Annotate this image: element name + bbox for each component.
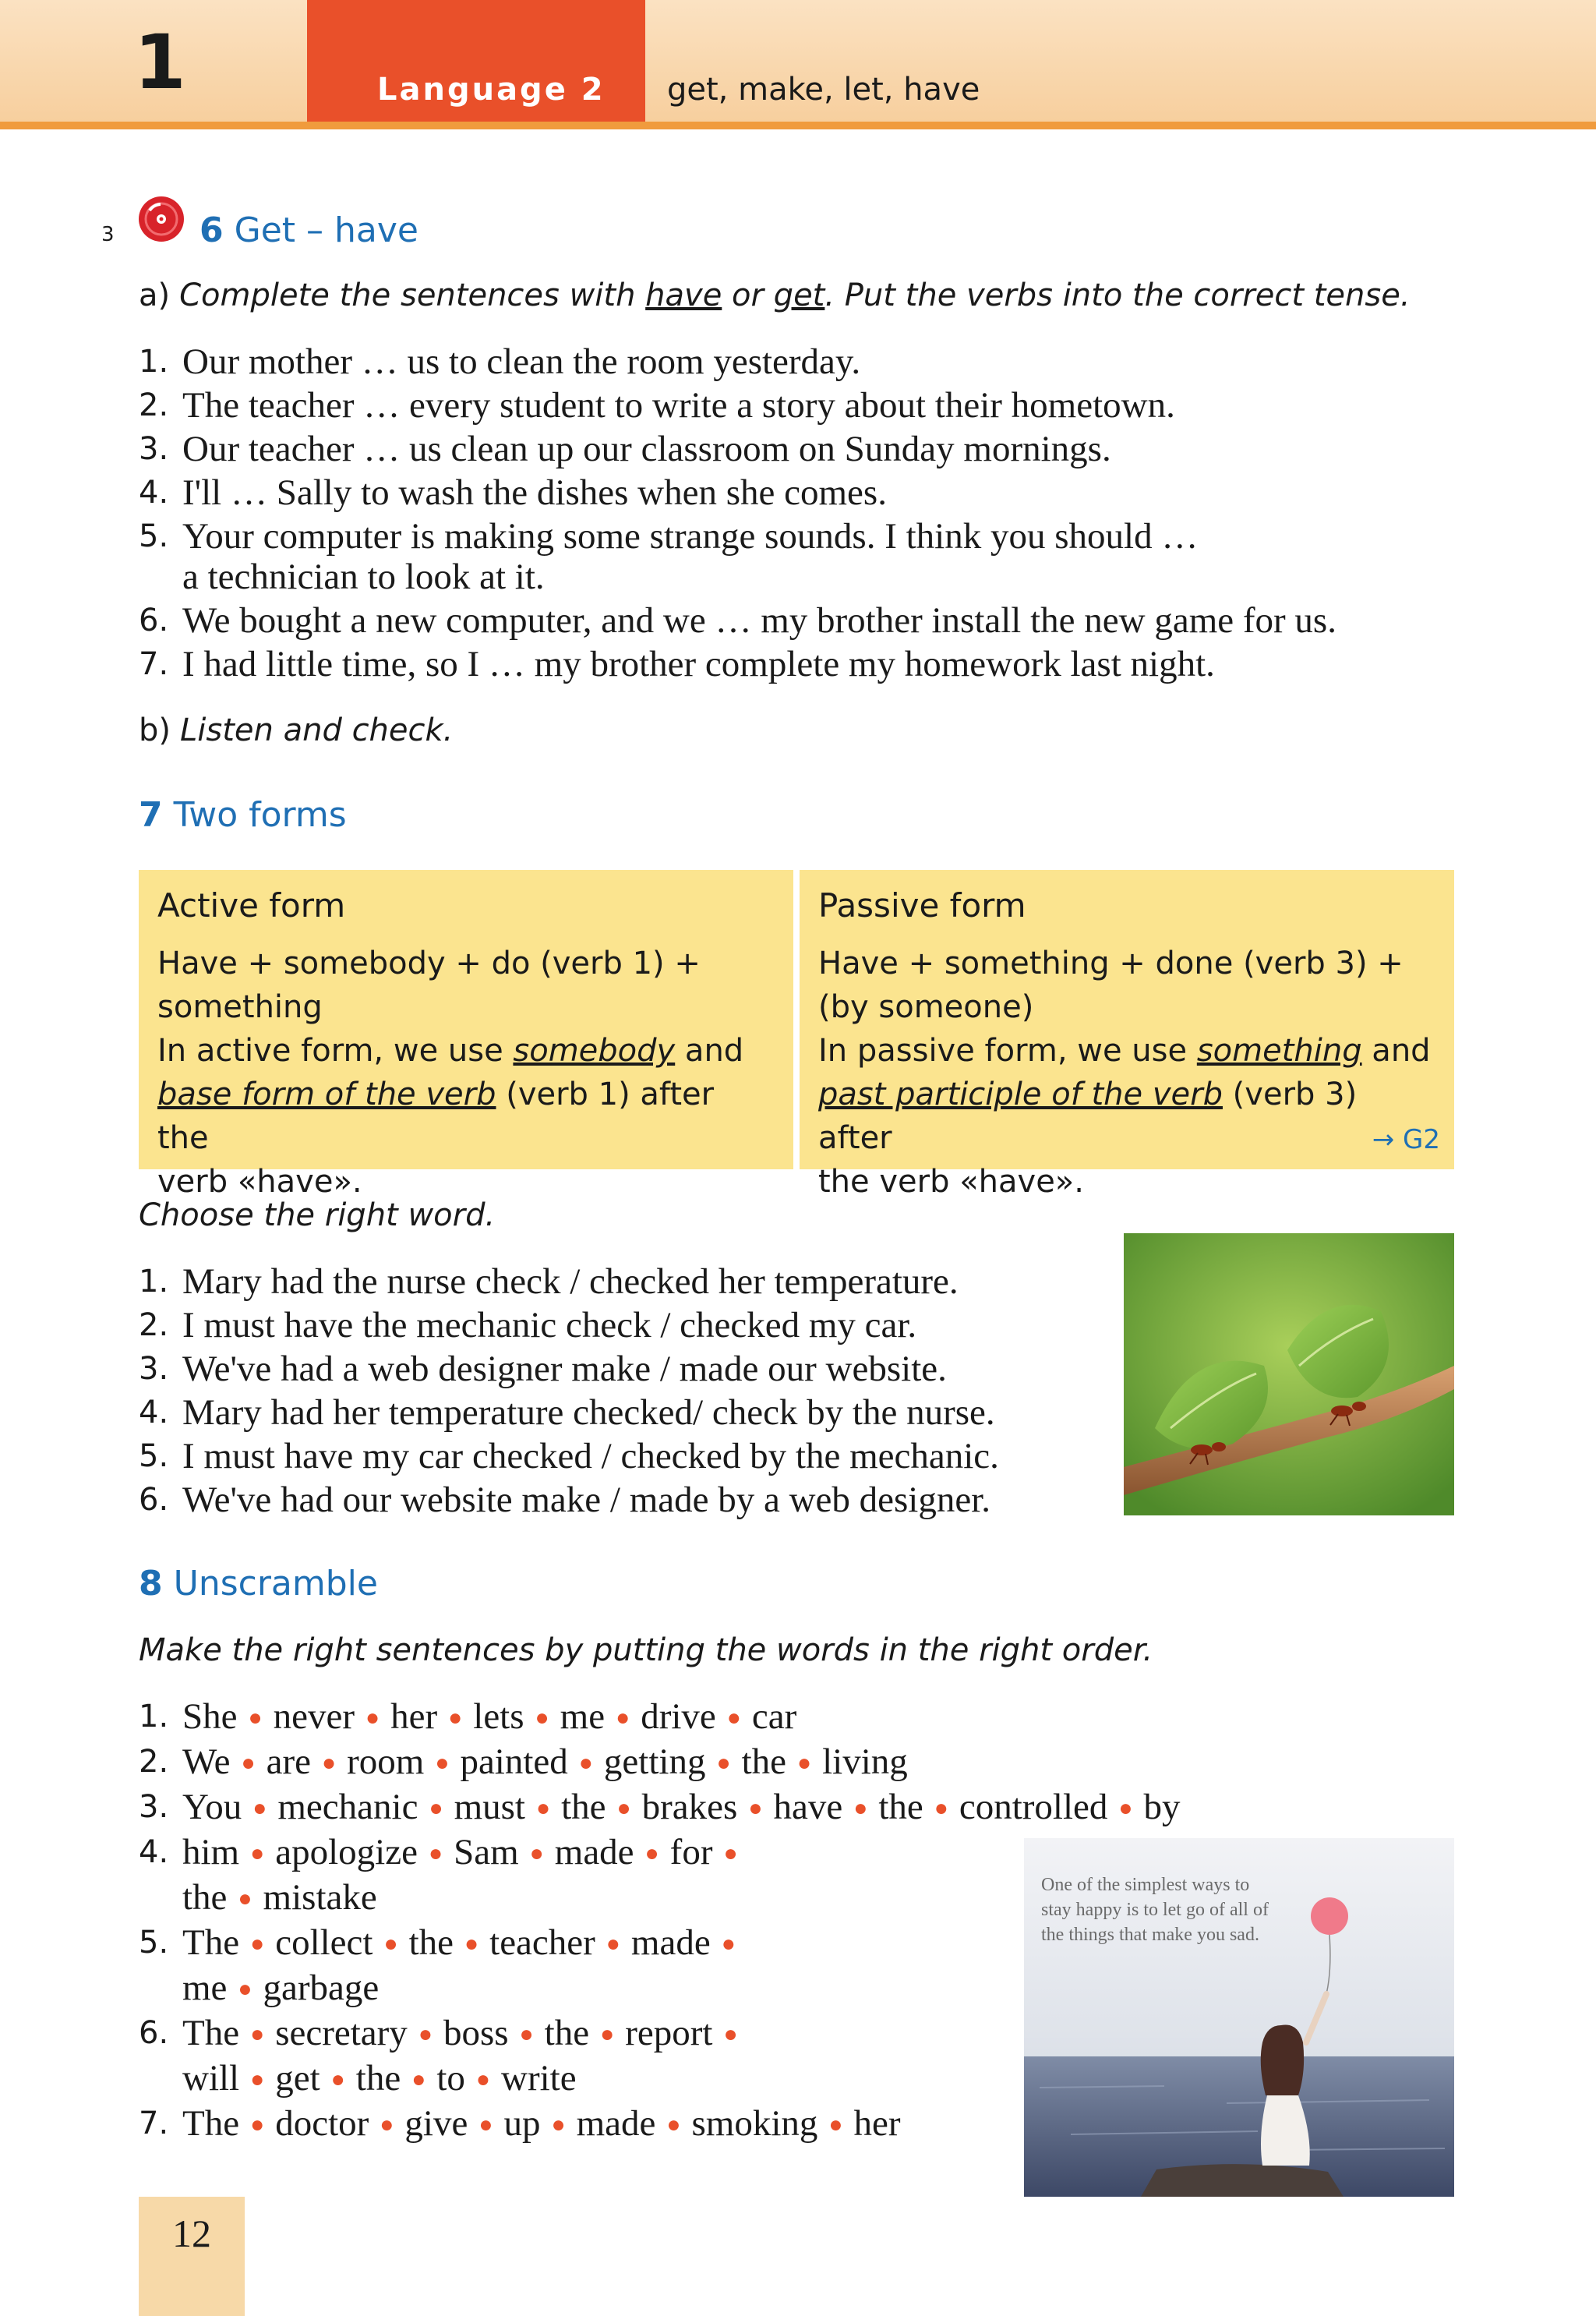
item-number: 7. [139, 646, 169, 682]
instruction-text: or [722, 278, 774, 313]
scrambled-word: made [576, 2103, 656, 2144]
list-item [139, 1303, 999, 1347]
text: In passive form, we use [818, 1033, 1197, 1069]
scrambled-word: me [560, 1696, 606, 1737]
scrambled-word: drive [641, 1696, 716, 1737]
item-text: I had little time, so I … my brother complete my homework last night. [182, 644, 1215, 684]
scrambled-word: are [266, 1741, 311, 1782]
passive-explanation: the verb «have». [818, 1164, 1084, 1200]
active-form-heading: Active form [157, 886, 346, 925]
exercise-number: 6 [200, 210, 224, 250]
ants-carrying-leaves-photo [1124, 1233, 1454, 1515]
scrambled-word: up [503, 2103, 541, 2144]
scrambled-word: teacher [489, 1922, 595, 1963]
word-separator-dot: ● [519, 2021, 534, 2047]
text: and [1361, 1033, 1431, 1069]
word-separator-dot: ● [797, 1750, 812, 1776]
scrambled-word: her [390, 1696, 438, 1737]
list-item [139, 384, 1336, 427]
word-separator-dot: ● [721, 1931, 736, 1957]
word-separator-dot: ● [380, 2112, 394, 2137]
list-item [139, 340, 1336, 384]
passive-formula: Have + something + done (verb 3) + [818, 946, 1404, 981]
scrambled-word: her [853, 2103, 901, 2144]
scrambled-word: the [544, 2013, 590, 2053]
scrambled-word: room [347, 1741, 425, 1782]
list-item [139, 599, 1336, 642]
word-separator-dot: ● [330, 2067, 345, 2092]
header-rule [0, 122, 1596, 129]
word-separator-dot: ● [248, 1705, 263, 1731]
scrambled-word: We [182, 1741, 231, 1782]
scrambled-word: for [669, 1832, 713, 1872]
item-number: 1. [139, 344, 169, 380]
word-separator-dot: ● [435, 1750, 450, 1776]
keyword: something [1196, 1033, 1362, 1069]
scrambled-word: living [822, 1741, 908, 1782]
keyword: base form of the verb [157, 1077, 496, 1112]
list-item [139, 1260, 999, 1303]
scrambled-word: car [751, 1696, 797, 1737]
item-text: The teacher … every student to write a story about their hometown. [182, 385, 1175, 426]
word-separator-dot: ● [250, 1931, 265, 1957]
exercise-7-instruction: Choose the right word. [139, 1197, 496, 1233]
word-separator-dot: ● [934, 1795, 948, 1821]
quote-text: One of the simplest ways to stay happy is to let go of all of the things that make you sad. [1041, 1875, 1269, 1945]
list-item [139, 1740, 1181, 1785]
exercise-8-instruction: Make the right sentences by putting the words in the right order. [139, 1632, 1153, 1668]
scrambled-word: will [182, 2058, 240, 2099]
item-number: 4. [139, 475, 169, 511]
scrambled-word: Sam [454, 1832, 519, 1872]
exercise-7-list [139, 1260, 999, 1522]
part-label: b) [139, 712, 171, 748]
scrambled-word: getting [603, 1741, 706, 1782]
item-number: 3. [139, 1351, 169, 1387]
word-separator-dot: ● [478, 2112, 493, 2137]
word-separator-dot: ● [644, 1840, 659, 1866]
item-text: a technician to look at it. [182, 557, 545, 597]
section-tab-label: Language 2 [377, 72, 606, 108]
active-explanation [157, 1073, 775, 1160]
item-number: 4. [139, 1834, 169, 1870]
scrambled-word: doctor [275, 2103, 369, 2144]
item-number: 2. [139, 1307, 169, 1343]
scrambled-word: him [182, 1832, 240, 1872]
passive-form-box [800, 870, 1454, 1200]
exercise-6b-instruction [139, 712, 453, 748]
scrambled-word: smoking [691, 2103, 818, 2144]
text: In active form, we use [157, 1033, 514, 1069]
item-number: 1. [139, 1264, 169, 1299]
page-number-tab [139, 2197, 245, 2316]
scrambled-word: report [625, 2013, 713, 2053]
item-text: Mary had the nurse check / checked her temperature. [182, 1261, 959, 1302]
item-number: 5. [139, 1438, 169, 1474]
list-item [139, 471, 1336, 514]
page-number: 12 [172, 2212, 211, 2255]
exercise-title-text: Two forms [173, 795, 347, 835]
word-separator-dot: ● [238, 1886, 252, 1911]
word-separator-dot: ● [716, 1750, 731, 1776]
scrambled-word: get [275, 2058, 320, 2099]
active-form-box [139, 870, 793, 1200]
scrambled-word: brakes [641, 1787, 738, 1827]
word-separator-dot: ● [616, 1795, 631, 1821]
scrambled-word: to [436, 2058, 465, 2099]
passive-form-heading: Passive form [818, 886, 1026, 925]
list-item [139, 1785, 1181, 1830]
word-separator-dot: ● [241, 1750, 256, 1776]
exercise-number: 7 [139, 795, 163, 835]
item-number: 5. [139, 1925, 169, 1961]
keyword: past participle of the verb [818, 1077, 1223, 1112]
active-explanation: verb «have». [157, 1164, 362, 1200]
scrambled-word: never [273, 1696, 355, 1737]
passive-explanation [818, 1073, 1435, 1160]
scrambled-word: made [554, 1832, 634, 1872]
list-item-continuation [139, 555, 1336, 599]
scrambled-word: apologize [275, 1832, 418, 1872]
scrambled-word: controlled [959, 1787, 1108, 1827]
passive-formula: (by someone) [818, 989, 1034, 1025]
scrambled-word: the [561, 1787, 606, 1827]
word-separator-dot: ● [723, 1840, 738, 1866]
part-label: a) [139, 278, 171, 313]
item-number: 6. [139, 2015, 169, 2051]
item-number: 2. [139, 1744, 169, 1780]
word-separator-dot: ● [723, 2021, 738, 2047]
item-number: 3. [139, 1789, 169, 1825]
scrambled-word: the [741, 1741, 786, 1782]
word-separator-dot: ● [252, 1795, 267, 1821]
word-separator-dot: ● [321, 1750, 337, 1776]
item-text: We've had our website make / made by a web designer. [182, 1480, 991, 1520]
word-separator-dot: ● [250, 2067, 265, 2092]
scrambled-word: painted [460, 1741, 568, 1782]
active-explanation [157, 1029, 775, 1073]
list-item [139, 1478, 999, 1522]
word-separator-dot: ● [529, 1840, 544, 1866]
list-item [139, 427, 1336, 471]
word-separator-dot: ● [666, 2112, 681, 2137]
passive-explanation [818, 1029, 1435, 1073]
list-item [139, 1434, 999, 1478]
word-separator-dot: ● [365, 1705, 380, 1731]
grammar-forms-table [139, 870, 1454, 1200]
exercise-8-title [139, 1564, 378, 1604]
list-item [139, 1391, 999, 1434]
exercise-6-list [139, 340, 1336, 686]
item-text: We've had a web designer make / made our website. [182, 1349, 947, 1389]
scrambled-word: boss [443, 2013, 509, 2053]
word-separator-dot: ● [616, 1705, 630, 1731]
word-separator-dot: ● [853, 1795, 868, 1821]
item-number: 2. [139, 387, 169, 423]
scrambled-word: the [355, 2058, 401, 2099]
active-formula: something [157, 989, 323, 1025]
scrambled-word: made [630, 1922, 711, 1963]
scrambled-word: have [773, 1787, 843, 1827]
word-separator-dot: ● [429, 1795, 443, 1821]
word-separator-dot: ● [464, 1931, 479, 1957]
word-separator-dot: ● [428, 1840, 443, 1866]
item-number: 6. [139, 603, 169, 638]
scrambled-word: You [182, 1787, 242, 1827]
word-separator-dot: ● [250, 1840, 265, 1866]
audio-track-number: 3 [101, 223, 115, 246]
word-separator-dot: ● [418, 2021, 433, 2047]
exercise-7-title [139, 795, 347, 835]
scrambled-word: by [1143, 1787, 1181, 1827]
scrambled-word: garbage [263, 1968, 380, 2008]
word-separator-dot: ● [726, 1705, 741, 1731]
item-text: Mary had her temperature checked/ check by the nurse. [182, 1392, 995, 1433]
scrambled-word: secretary [275, 2013, 408, 2053]
item-number: 5. [139, 518, 169, 554]
scrambled-word: The [182, 2103, 240, 2144]
exercise-number: 8 [139, 1564, 163, 1604]
keyword: somebody [513, 1033, 676, 1069]
item-text: Our teacher … us clean up our classroom on Sunday mornings. [182, 429, 1111, 469]
scrambled-word: the [408, 1922, 454, 1963]
scrambled-word: mistake [263, 1877, 377, 1918]
word-separator-dot: ● [551, 2112, 566, 2137]
word-separator-dot: ● [238, 1976, 252, 2002]
scrambled-word: write [501, 2058, 577, 2099]
instruction-text: . Put the verbs into the correct tense. [824, 278, 1411, 313]
instruction-text: Listen and check. [180, 712, 454, 748]
item-number: 7. [139, 2106, 169, 2141]
scrambled-word: the [182, 1877, 228, 1918]
text: (verb 3) after [818, 1077, 1358, 1156]
scrambled-word: mechanic [277, 1787, 418, 1827]
word-separator-dot: ● [383, 1931, 398, 1957]
exercise-6-title [200, 210, 418, 250]
word-separator-dot: ● [748, 1795, 763, 1821]
item-number: 3. [139, 431, 169, 467]
active-formula: Have + somebody + do (verb 1) + [157, 946, 701, 981]
keyword-get: get [773, 278, 825, 313]
header-topic: get, make, let, have [667, 72, 980, 108]
scrambled-word: lets [473, 1696, 524, 1737]
keyword-have: have [645, 278, 722, 313]
unit-number: 1 [134, 19, 186, 106]
list-item [139, 642, 1336, 686]
scrambled-word: give [404, 2103, 468, 2144]
item-text: We bought a new computer, and we … my brother install the new game for us. [182, 600, 1336, 641]
word-separator-dot: ● [411, 2067, 426, 2092]
list-item [139, 1347, 999, 1391]
exercise-6a-instruction [139, 278, 1411, 313]
scrambled-word: the [878, 1787, 923, 1827]
exercise-title-text: Get – have [234, 210, 418, 250]
word-separator-dot: ● [250, 2112, 265, 2137]
instruction-text: Complete the sentences with [179, 278, 646, 313]
list-item [139, 514, 1336, 558]
word-separator-dot: ● [828, 2112, 843, 2137]
scrambled-word: She [182, 1696, 238, 1737]
item-text: Our mother … us to clean the room yesterday. [182, 341, 861, 382]
word-separator-dot: ● [578, 1750, 593, 1776]
item-number: 1. [139, 1699, 169, 1734]
word-separator-dot: ● [250, 2021, 265, 2047]
word-separator-dot: ● [535, 1795, 551, 1821]
scrambled-word: me [182, 1968, 228, 2008]
section-tab [307, 0, 645, 122]
item-text: I'll … Sally to wash the dishes when she comes. [182, 472, 887, 513]
grammar-reference-link[interactable]: → G2 [1372, 1124, 1440, 1155]
text: and [675, 1033, 744, 1069]
word-separator-dot: ● [1118, 1795, 1133, 1821]
scrambled-word: The [182, 1922, 240, 1963]
word-separator-dot: ● [475, 2067, 491, 2092]
audio-cd-icon[interactable] [137, 195, 185, 243]
item-number: 6. [139, 1482, 169, 1518]
word-separator-dot: ● [600, 2021, 615, 2047]
list-item [139, 1695, 1181, 1740]
item-text: Your computer is making some strange sounds. I think you should … [182, 516, 1199, 557]
text: (verb 1) after the [157, 1077, 715, 1156]
item-text: I must have the mechanic check / checked my car. [182, 1305, 917, 1345]
word-separator-dot: ● [535, 1705, 549, 1731]
item-text: I must have my car checked / checked by the mechanic. [182, 1436, 999, 1476]
item-number: 4. [139, 1395, 169, 1430]
exercise-title-text: Unscramble [173, 1564, 378, 1604]
word-separator-dot: ● [448, 1705, 463, 1731]
scrambled-word: The [182, 2013, 240, 2053]
scrambled-word: must [454, 1787, 525, 1827]
scrambled-word: collect [275, 1922, 373, 1963]
word-separator-dot: ● [606, 1931, 620, 1957]
